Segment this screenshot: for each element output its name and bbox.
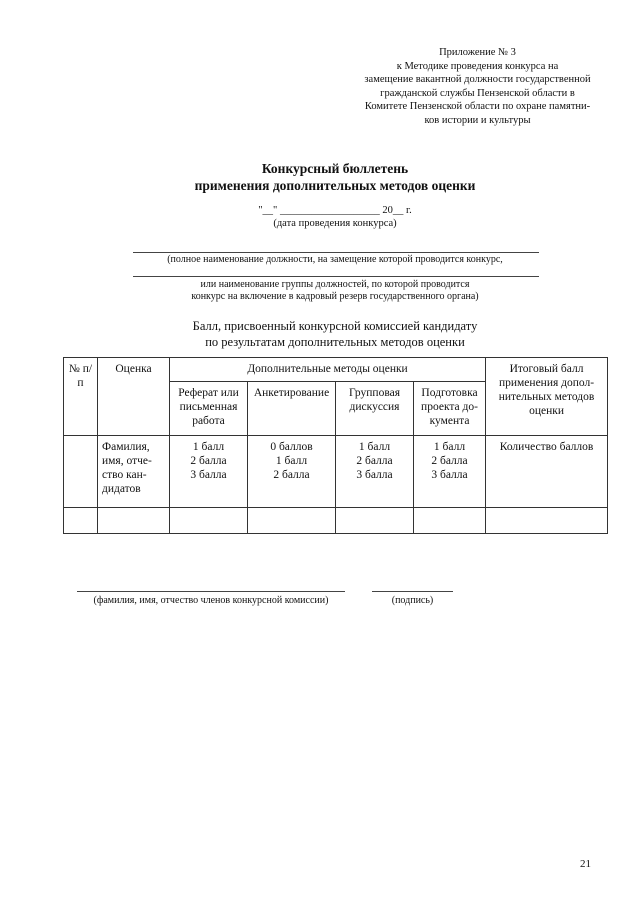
appendix-header bbox=[355, 46, 600, 127]
names-line bbox=[77, 591, 345, 592]
table-cell bbox=[486, 508, 608, 534]
title-line-2: применения дополнительных методов оценки bbox=[194, 178, 476, 193]
table-cell bbox=[98, 508, 170, 534]
date-field: "__" ___________________ 20__ г. bbox=[258, 205, 412, 216]
title-line-1: Конкурсный бюллетень bbox=[261, 161, 409, 176]
score-heading bbox=[0, 319, 640, 350]
table-cell bbox=[248, 508, 336, 534]
appendix-line: ков истории и культуры bbox=[424, 114, 531, 126]
appendix-line: Комитете Пензенской области по охране памятни- bbox=[364, 101, 591, 112]
total-score: Количество баллов bbox=[486, 436, 608, 508]
date-block bbox=[0, 204, 640, 230]
table-cell bbox=[64, 508, 98, 534]
method-group-discussion: Групповая дискуссия bbox=[336, 382, 414, 436]
table-cell bbox=[170, 508, 248, 534]
score-heading-line-2: по результатам дополнительных методов оценки bbox=[205, 334, 465, 349]
table-cell bbox=[336, 508, 414, 534]
appendix-line: гражданской службы Пензенской области в bbox=[380, 87, 575, 99]
signature-line bbox=[372, 591, 453, 592]
table-cell bbox=[414, 508, 486, 534]
header-methods: Дополнительные методы оценки bbox=[170, 358, 486, 382]
signature-caption: (подпись) bbox=[391, 595, 434, 606]
position-underline-1 bbox=[133, 252, 539, 253]
position-underline-2 bbox=[133, 276, 539, 277]
position-caption-3: конкурс на включение в кадровый резерв государственного органа) bbox=[191, 291, 479, 302]
names-caption: (фамилия, имя, отчество членов конкурсной комиссии) bbox=[93, 595, 329, 606]
header-number: № п/п bbox=[64, 358, 98, 436]
method-document-prep: Подготовка проекта до-кумента bbox=[414, 382, 486, 436]
header-rating: Оценка bbox=[98, 358, 170, 436]
document-title bbox=[0, 160, 640, 194]
method-essay: Реферат или письменная работа bbox=[170, 382, 248, 436]
appendix-line: Приложение № 3 bbox=[439, 47, 516, 58]
score-document-prep: 1 балл 2 балла 3 балла bbox=[414, 436, 486, 508]
score-questionnaire: 0 баллов 1 балл 2 балла bbox=[248, 436, 336, 508]
position-caption-2: или наименование группы должностей, по которой проводится bbox=[200, 279, 470, 290]
date-caption: (дата проведения конкурса) bbox=[273, 218, 397, 229]
score-heading-line-1: Балл, присвоенный конкурсной комиссией кандидату bbox=[192, 319, 478, 333]
ballot-table bbox=[63, 357, 608, 534]
position-caption-1: (полное наименование должности, на замещение которой проводится конкурс, bbox=[167, 254, 503, 265]
header-total: Итоговый балл применения допол-нительных методов оценки bbox=[486, 358, 608, 436]
method-questionnaire: Анкетирование bbox=[248, 382, 336, 436]
appendix-line: к Методике проведения конкурса на bbox=[396, 60, 559, 72]
score-group-discussion: 1 балл 2 балла 3 балла bbox=[336, 436, 414, 508]
score-essay: 1 балл 2 балла 3 балла bbox=[170, 436, 248, 508]
appendix-line: замещение вакантной должности государственной bbox=[364, 74, 591, 85]
candidate-name-label: Фамилия, имя, отче-ство кан-дидатов bbox=[98, 436, 170, 508]
table-cell bbox=[64, 436, 98, 508]
page-number: 21 bbox=[580, 858, 591, 870]
